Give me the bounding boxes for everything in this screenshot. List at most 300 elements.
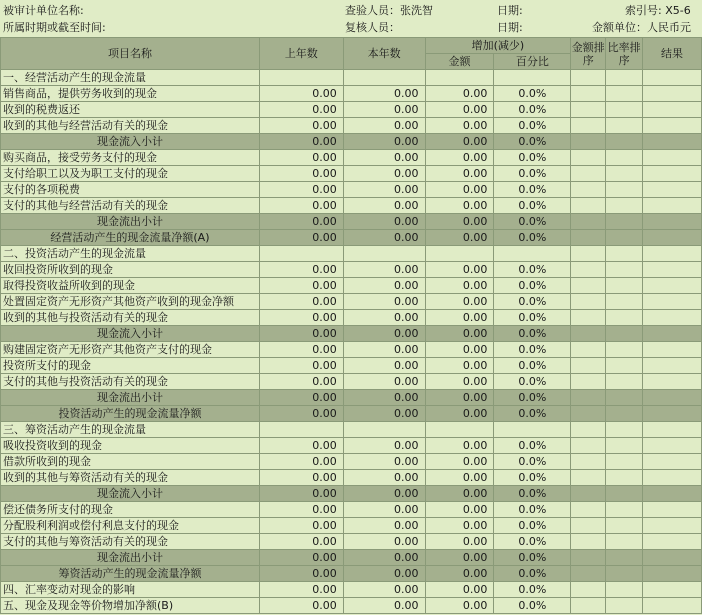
amount-rank-cell [571, 470, 606, 486]
amount-rank-cell [571, 598, 606, 614]
amount-rank-cell [571, 214, 606, 230]
curr-year-cell: 0.00 [343, 582, 425, 598]
col-header-prev-year: 上年数 [259, 38, 343, 70]
curr-year-cell: 0.00 [343, 310, 425, 326]
row-label: 支付的其他与经营活动有关的现金 [1, 198, 260, 214]
change-percent-cell: 0.0% [494, 86, 571, 102]
result-cell [643, 502, 702, 518]
rate-rank-cell [606, 502, 643, 518]
row-label: 吸收投资收到的现金 [1, 438, 260, 454]
prev-year-cell: 0.00 [259, 198, 343, 214]
table-row [1, 294, 702, 310]
change-percent-cell: 0.0% [494, 310, 571, 326]
change-percent-cell: 0.0% [494, 342, 571, 358]
change-percent-cell: 0.0% [494, 598, 571, 614]
row-label: 现金流入小计 [1, 486, 260, 502]
change-amount-cell: 0.00 [425, 118, 494, 134]
amount-rank-cell [571, 438, 606, 454]
result-cell [643, 390, 702, 406]
change-percent-cell: 0.0% [494, 454, 571, 470]
change-amount-cell: 0.00 [425, 374, 494, 390]
table-row [1, 502, 702, 518]
amount-rank-cell [571, 358, 606, 374]
prev-year-cell [259, 246, 343, 262]
row-label: 收到的其他与投资活动有关的现金 [1, 310, 260, 326]
subtotal-row [1, 214, 702, 230]
amount-rank-cell [571, 454, 606, 470]
change-amount-cell [425, 246, 494, 262]
subtotal-row [1, 550, 702, 566]
change-amount-cell: 0.00 [425, 358, 494, 374]
prev-year-cell: 0.00 [259, 102, 343, 118]
rate-rank-cell [606, 422, 643, 438]
result-cell [643, 214, 702, 230]
change-percent-cell: 0.0% [494, 278, 571, 294]
amount-rank-cell [571, 294, 606, 310]
change-percent-cell [494, 422, 571, 438]
row-label: 销售商品，提供劳务收到的现金 [1, 86, 260, 102]
table-row [1, 582, 702, 598]
change-amount-cell: 0.00 [425, 182, 494, 198]
subtotal-row [1, 566, 702, 582]
rate-rank-cell [606, 358, 643, 374]
change-percent-cell [494, 246, 571, 262]
result-cell [643, 102, 702, 118]
result-cell [643, 422, 702, 438]
prev-year-cell [259, 422, 343, 438]
result-cell [643, 150, 702, 166]
change-amount-cell: 0.00 [425, 230, 494, 246]
amount-rank-cell [571, 86, 606, 102]
table-row [1, 534, 702, 550]
change-amount-cell: 0.00 [425, 470, 494, 486]
subtotal-row [1, 134, 702, 150]
table-row [1, 518, 702, 534]
change-percent-cell: 0.0% [494, 518, 571, 534]
change-percent-cell: 0.0% [494, 390, 571, 406]
row-label: 经营活动产生的现金流量净额(A) [1, 230, 260, 246]
prev-year-cell: 0.00 [259, 518, 343, 534]
change-percent-cell: 0.0% [494, 374, 571, 390]
amount-rank-cell [571, 374, 606, 390]
rate-rank-cell [606, 198, 643, 214]
rate-rank-cell [606, 150, 643, 166]
curr-year-cell: 0.00 [343, 278, 425, 294]
col-header-result: 结果 [643, 38, 702, 70]
entity-label: 被审计单位名称: [3, 4, 84, 17]
row-label: 投资所支付的现金 [1, 358, 260, 374]
change-percent-cell: 0.0% [494, 150, 571, 166]
table-row [1, 166, 702, 182]
table-row [1, 374, 702, 390]
table-row [1, 198, 702, 214]
prev-year-cell: 0.00 [259, 438, 343, 454]
amount-rank-cell [571, 198, 606, 214]
table-row [1, 310, 702, 326]
row-label: 现金流出小计 [1, 214, 260, 230]
curr-year-cell: 0.00 [343, 342, 425, 358]
amount-rank-cell [571, 566, 606, 582]
curr-year-cell: 0.00 [343, 230, 425, 246]
change-percent-cell: 0.0% [494, 182, 571, 198]
amount-rank-cell [571, 502, 606, 518]
rate-rank-cell [606, 262, 643, 278]
curr-year-cell: 0.00 [343, 134, 425, 150]
amount-rank-cell [571, 550, 606, 566]
row-label: 处置固定资产无形资产其他资产收到的现金净额 [1, 294, 260, 310]
change-amount-cell: 0.00 [425, 550, 494, 566]
change-amount-cell: 0.00 [425, 294, 494, 310]
amount-rank-cell [571, 166, 606, 182]
change-amount-cell: 0.00 [425, 262, 494, 278]
rate-rank-cell [606, 454, 643, 470]
curr-year-cell: 0.00 [343, 182, 425, 198]
table-row [1, 86, 702, 102]
amount-rank-cell [571, 326, 606, 342]
table-body [1, 70, 702, 614]
prev-year-cell: 0.00 [259, 166, 343, 182]
rate-rank-cell [606, 246, 643, 262]
amount-rank-cell [571, 102, 606, 118]
change-amount-cell: 0.00 [425, 454, 494, 470]
row-label: 购买商品，接受劳务支付的现金 [1, 150, 260, 166]
change-amount-cell: 0.00 [425, 406, 494, 422]
unit-label: 金额单位：人民币元 [592, 21, 691, 34]
result-cell [643, 246, 702, 262]
amount-rank-cell [571, 390, 606, 406]
col-header-percent: 百分比 [494, 54, 571, 70]
row-label: 支付给职工以及为职工支付的现金 [1, 166, 260, 182]
row-label: 取得投资收益所收到的现金 [1, 278, 260, 294]
row-label: 现金流出小计 [1, 390, 260, 406]
change-amount-cell: 0.00 [425, 342, 494, 358]
change-percent-cell: 0.0% [494, 486, 571, 502]
table-row [1, 454, 702, 470]
curr-year-cell: 0.00 [343, 598, 425, 614]
change-percent-cell: 0.0% [494, 166, 571, 182]
change-percent-cell: 0.0% [494, 550, 571, 566]
prev-year-cell: 0.00 [259, 470, 343, 486]
prev-year-cell: 0.00 [259, 342, 343, 358]
change-amount-cell: 0.00 [425, 214, 494, 230]
curr-year-cell [343, 422, 425, 438]
rate-rank-cell [606, 134, 643, 150]
row-label: 一、经营活动产生的现金流量 [1, 70, 260, 86]
change-amount-cell: 0.00 [425, 102, 494, 118]
table-row [1, 262, 702, 278]
result-cell [643, 182, 702, 198]
change-amount-cell: 0.00 [425, 534, 494, 550]
result-cell [643, 294, 702, 310]
change-percent-cell: 0.0% [494, 534, 571, 550]
change-amount-cell: 0.00 [425, 278, 494, 294]
prev-year-cell: 0.00 [259, 262, 343, 278]
table-row [1, 102, 702, 118]
change-percent-cell: 0.0% [494, 198, 571, 214]
result-cell [643, 342, 702, 358]
reviewer-label: 查验人员：张洗智 [345, 4, 433, 17]
result-cell [643, 406, 702, 422]
rate-rank-cell [606, 294, 643, 310]
change-percent-cell: 0.0% [494, 566, 571, 582]
amount-rank-cell [571, 118, 606, 134]
result-cell [643, 86, 702, 102]
prev-year-cell: 0.00 [259, 502, 343, 518]
period-label: 所属时期或截至时间: [3, 21, 106, 34]
prev-year-cell: 0.00 [259, 118, 343, 134]
rate-rank-cell [606, 550, 643, 566]
curr-year-cell: 0.00 [343, 166, 425, 182]
row-label: 收到的其他与筹资活动有关的现金 [1, 470, 260, 486]
change-amount-cell: 0.00 [425, 582, 494, 598]
result-cell [643, 582, 702, 598]
col-header-rate-rank: 比率排序 [606, 38, 643, 70]
row-label: 借款所收到的现金 [1, 454, 260, 470]
row-label: 收回投资所收到的现金 [1, 262, 260, 278]
result-cell [643, 486, 702, 502]
row-label: 收到的其他与经营活动有关的现金 [1, 118, 260, 134]
section-row [1, 70, 702, 86]
rate-rank-cell [606, 470, 643, 486]
date-label-2: 日期: [497, 21, 523, 34]
amount-rank-cell [571, 134, 606, 150]
result-cell [643, 230, 702, 246]
rate-rank-cell [606, 278, 643, 294]
rate-rank-cell [606, 118, 643, 134]
row-label: 购建固定资产无形资产其他资产支付的现金 [1, 342, 260, 358]
curr-year-cell: 0.00 [343, 438, 425, 454]
section-row [1, 422, 702, 438]
change-percent-cell: 0.0% [494, 214, 571, 230]
prev-year-cell: 0.00 [259, 230, 343, 246]
change-amount-cell: 0.00 [425, 166, 494, 182]
change-amount-cell [425, 422, 494, 438]
prev-year-cell: 0.00 [259, 582, 343, 598]
curr-year-cell [343, 70, 425, 86]
result-cell [643, 262, 702, 278]
result-cell [643, 198, 702, 214]
prev-year-cell: 0.00 [259, 566, 343, 582]
table-row [1, 118, 702, 134]
prev-year-cell: 0.00 [259, 134, 343, 150]
col-header-curr-year: 本年数 [343, 38, 425, 70]
prev-year-cell: 0.00 [259, 390, 343, 406]
rate-rank-cell [606, 486, 643, 502]
curr-year-cell [343, 246, 425, 262]
row-label: 现金流入小计 [1, 326, 260, 342]
table-row [1, 438, 702, 454]
cashflow-table [0, 37, 702, 614]
table-row [1, 358, 702, 374]
curr-year-cell: 0.00 [343, 518, 425, 534]
curr-year-cell: 0.00 [343, 486, 425, 502]
prev-year-cell: 0.00 [259, 358, 343, 374]
row-label: 现金流出小计 [1, 550, 260, 566]
col-header-amount: 金额 [425, 54, 494, 70]
amount-rank-cell [571, 486, 606, 502]
prev-year-cell: 0.00 [259, 374, 343, 390]
section-row [1, 246, 702, 262]
change-percent-cell: 0.0% [494, 230, 571, 246]
amount-rank-cell [571, 422, 606, 438]
rate-rank-cell [606, 166, 643, 182]
prev-year-cell [259, 70, 343, 86]
amount-rank-cell [571, 230, 606, 246]
rate-rank-cell [606, 342, 643, 358]
rate-rank-cell [606, 182, 643, 198]
subtotal-row [1, 390, 702, 406]
rate-rank-cell [606, 102, 643, 118]
row-label: 四、汇率变动对现金的影响 [1, 582, 260, 598]
col-header-item: 项目名称 [1, 38, 260, 70]
result-cell [643, 550, 702, 566]
amount-rank-cell [571, 342, 606, 358]
result-cell [643, 438, 702, 454]
subtotal-row [1, 486, 702, 502]
change-percent-cell: 0.0% [494, 470, 571, 486]
table-row [1, 598, 702, 614]
change-amount-cell: 0.00 [425, 198, 494, 214]
curr-year-cell: 0.00 [343, 150, 425, 166]
table-row [1, 342, 702, 358]
row-label: 现金流入小计 [1, 134, 260, 150]
rate-rank-cell [606, 214, 643, 230]
rate-rank-cell [606, 70, 643, 86]
change-percent-cell: 0.0% [494, 134, 571, 150]
subtotal-row [1, 326, 702, 342]
curr-year-cell: 0.00 [343, 566, 425, 582]
row-label: 分配股利利润或偿付利息支付的现金 [1, 518, 260, 534]
row-label: 支付的各项税费 [1, 182, 260, 198]
amount-rank-cell [571, 150, 606, 166]
subtotal-row [1, 406, 702, 422]
result-cell [643, 278, 702, 294]
amount-rank-cell [571, 182, 606, 198]
prev-year-cell: 0.00 [259, 278, 343, 294]
curr-year-cell: 0.00 [343, 454, 425, 470]
amount-rank-cell [571, 278, 606, 294]
change-percent-cell: 0.0% [494, 118, 571, 134]
result-cell [643, 470, 702, 486]
result-cell [643, 566, 702, 582]
change-amount-cell: 0.00 [425, 598, 494, 614]
result-cell [643, 374, 702, 390]
prev-year-cell: 0.00 [259, 406, 343, 422]
result-cell [643, 166, 702, 182]
result-cell [643, 326, 702, 342]
change-amount-cell: 0.00 [425, 134, 494, 150]
prev-year-cell: 0.00 [259, 86, 343, 102]
table-row [1, 150, 702, 166]
col-header-amount-rank: 金额排序 [571, 38, 606, 70]
curr-year-cell: 0.00 [343, 102, 425, 118]
change-percent-cell: 0.0% [494, 294, 571, 310]
table-row [1, 470, 702, 486]
change-amount-cell: 0.00 [425, 390, 494, 406]
rate-rank-cell [606, 598, 643, 614]
change-percent-cell: 0.0% [494, 406, 571, 422]
prev-year-cell: 0.00 [259, 182, 343, 198]
result-cell [643, 534, 702, 550]
prev-year-cell: 0.00 [259, 326, 343, 342]
change-amount-cell: 0.00 [425, 486, 494, 502]
index-label: 索引号: X5-6 [625, 4, 691, 17]
curr-year-cell: 0.00 [343, 470, 425, 486]
amount-rank-cell [571, 582, 606, 598]
recheck-label: 复核人员： [345, 21, 400, 34]
curr-year-cell: 0.00 [343, 374, 425, 390]
change-percent-cell [494, 70, 571, 86]
rate-rank-cell [606, 230, 643, 246]
curr-year-cell: 0.00 [343, 390, 425, 406]
row-label: 筹资活动产生的现金流量净额 [1, 566, 260, 582]
prev-year-cell: 0.00 [259, 486, 343, 502]
prev-year-cell: 0.00 [259, 534, 343, 550]
rate-rank-cell [606, 534, 643, 550]
curr-year-cell: 0.00 [343, 198, 425, 214]
amount-rank-cell [571, 70, 606, 86]
change-amount-cell [425, 70, 494, 86]
change-amount-cell: 0.00 [425, 518, 494, 534]
amount-rank-cell [571, 262, 606, 278]
result-cell [643, 358, 702, 374]
rate-rank-cell [606, 390, 643, 406]
result-cell [643, 598, 702, 614]
curr-year-cell: 0.00 [343, 358, 425, 374]
curr-year-cell: 0.00 [343, 406, 425, 422]
prev-year-cell: 0.00 [259, 454, 343, 470]
row-label: 投资活动产生的现金流量净额 [1, 406, 260, 422]
curr-year-cell: 0.00 [343, 550, 425, 566]
table-row [1, 182, 702, 198]
prev-year-cell: 0.00 [259, 294, 343, 310]
rate-rank-cell [606, 310, 643, 326]
prev-year-cell: 0.00 [259, 598, 343, 614]
subtotal-row [1, 230, 702, 246]
row-label: 五、现金及现金等价物增加净额(B) [1, 598, 260, 614]
curr-year-cell: 0.00 [343, 534, 425, 550]
change-percent-cell: 0.0% [494, 102, 571, 118]
curr-year-cell: 0.00 [343, 262, 425, 278]
prev-year-cell: 0.00 [259, 550, 343, 566]
prev-year-cell: 0.00 [259, 214, 343, 230]
result-cell [643, 134, 702, 150]
rate-rank-cell [606, 406, 643, 422]
row-label: 支付的其他与投资活动有关的现金 [1, 374, 260, 390]
change-amount-cell: 0.00 [425, 502, 494, 518]
result-cell [643, 310, 702, 326]
curr-year-cell: 0.00 [343, 118, 425, 134]
change-percent-cell: 0.0% [494, 262, 571, 278]
row-label: 收到的税费返还 [1, 102, 260, 118]
change-percent-cell: 0.0% [494, 358, 571, 374]
amount-rank-cell [571, 534, 606, 550]
prev-year-cell: 0.00 [259, 310, 343, 326]
row-label: 三、筹资活动产生的现金流量 [1, 422, 260, 438]
change-amount-cell: 0.00 [425, 310, 494, 326]
curr-year-cell: 0.00 [343, 214, 425, 230]
change-percent-cell: 0.0% [494, 326, 571, 342]
col-header-change: 增加(减少) [425, 38, 571, 54]
change-amount-cell: 0.00 [425, 438, 494, 454]
amount-rank-cell [571, 246, 606, 262]
amount-rank-cell [571, 310, 606, 326]
rate-rank-cell [606, 374, 643, 390]
amount-rank-cell [571, 518, 606, 534]
change-amount-cell: 0.00 [425, 566, 494, 582]
curr-year-cell: 0.00 [343, 502, 425, 518]
curr-year-cell: 0.00 [343, 326, 425, 342]
